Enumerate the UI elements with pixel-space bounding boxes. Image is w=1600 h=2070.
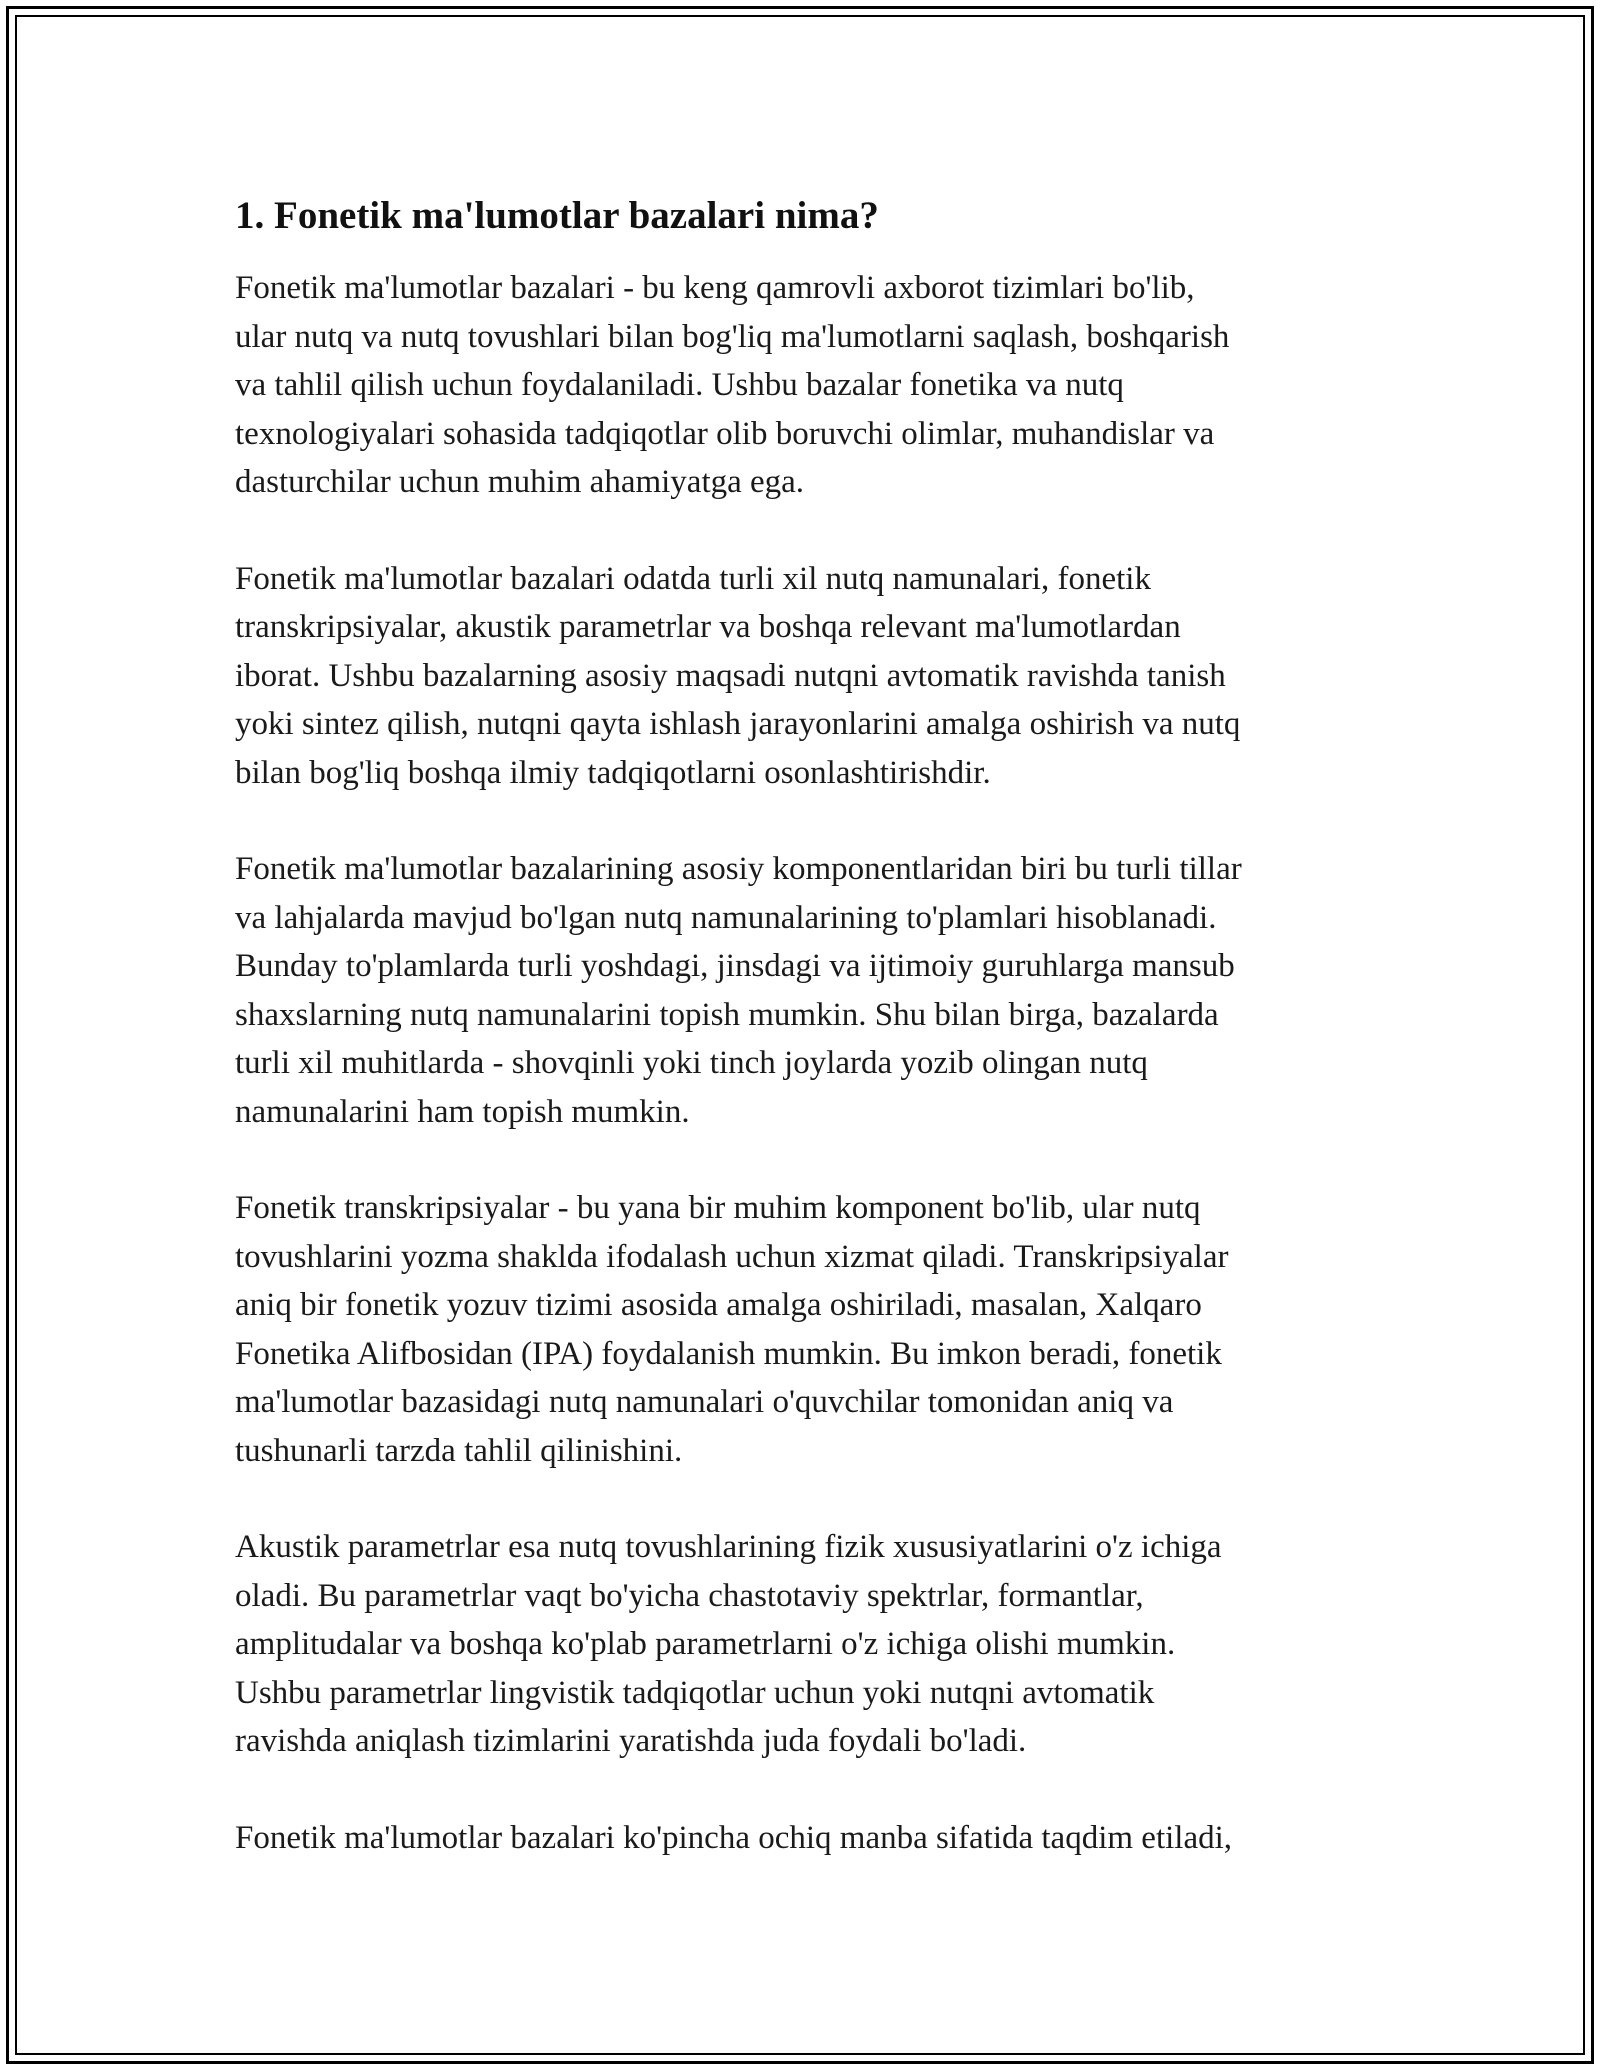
paragraph — [235, 264, 1370, 507]
paragraph-line: Fonetik transkripsiyalar - bu yana bir muhim komponent bo'lib, ular nutq — [235, 1190, 1201, 1226]
document-body — [235, 188, 1370, 1910]
paragraph-line: transkripsiyalar, akustik parametrlar va boshqa relevant ma'lumotlardan — [235, 609, 1181, 645]
paragraph-line: Ushbu parametrlar lingvistik tadqiqotlar uchun yoki nutqni avtomatik — [235, 1674, 1155, 1711]
paragraph-line: dasturchilar uchun muhim ahamiyatga ega. — [235, 464, 805, 500]
paragraph — [235, 1814, 1370, 1863]
paragraph-line: Fonetika Alifbosidan (IPA) foydalanish mumkin. Bu imkon beradi, fonetik — [235, 1335, 1222, 1372]
paragraph-line: bilan bog'liq boshqa ilmiy tadqiqotlarni osonlashtirishdir. — [235, 754, 991, 791]
paragraph-line: namunalarini ham topish mumkin. — [235, 1093, 690, 1130]
paragraph-list — [235, 264, 1370, 1862]
paragraph-line: oladi. Bu parametrlar vaqt bo'yicha chastotaviy spektrlar, formantlar, — [235, 1577, 1144, 1614]
paragraph-line: Bunday to'plamlarda turli yoshdagi, jinsdagi va ijtimoiy guruhlarga mansub — [235, 948, 1235, 984]
paragraph — [235, 1523, 1370, 1766]
paragraph-line: ular nutq va nutq tovushlari bilan bog'liq ma'lumotlarni saqlash, boshqarish — [235, 318, 1230, 355]
paragraph-line: shaxslarning nutq namunalarini topish mumkin. Shu bilan birga, bazalarda — [235, 996, 1219, 1033]
paragraph-line: tushunarli tarzda tahlil qilinishini. — [235, 1432, 683, 1469]
paragraph-line: turli xil muhitlarda - shovqinli yoki tinch joylarda yozib olingan nutq — [235, 1045, 1148, 1081]
paragraph-line: amplitudalar va boshqa ko'plab parametrlarni o'z ichiga olishi mumkin. — [235, 1626, 1176, 1662]
paragraph-line: aniq bir fonetik yozuv tizimi asosida amalga oshiriladi, masalan, Xalqaro — [235, 1287, 1202, 1323]
paragraph-line: texnologiyalari sohasida tadqiqotlar olib boruvchi olimlar, muhandislar va — [235, 415, 1215, 452]
paragraph-line: va tahlil qilish uchun foydalaniladi. Ushbu bazalar fonetika va nutq — [235, 367, 1124, 403]
paragraph-line: tovushlarini yozma shaklda ifodalash uchun xizmat qiladi. Transkripsiyalar — [235, 1238, 1229, 1275]
paragraph-line: Fonetik ma'lumotlar bazalarining asosiy komponentlaridan biri bu turli tillar — [235, 851, 1242, 887]
paragraph-line: ma'lumotlar bazasidagi nutq namunalari o'quvchilar tomonidan aniq va — [235, 1384, 1174, 1420]
paragraph-line: va lahjalarda mavjud bo'lgan nutq namunalarining to'plamlari hisoblanadi. — [235, 899, 1217, 936]
paragraph-line: ravishda aniqlash tizimlarini yaratishda juda foydali bo'ladi. — [235, 1723, 1027, 1759]
paragraph-line: Fonetik ma'lumotlar bazalari odatda turli xil nutq namunalari, fonetik — [235, 560, 1151, 597]
paragraph — [235, 1184, 1370, 1475]
paragraph-line: iborat. Ushbu bazalarning asosiy maqsadi nutqni avtomatik ravishda tanish — [235, 657, 1226, 694]
paragraph-line: Fonetik ma'lumotlar bazalari ko'pincha ochiq manba sifatida taqdim etiladi, — [235, 1819, 1233, 1856]
paragraph — [235, 845, 1370, 1136]
paragraph — [235, 555, 1370, 798]
section-heading: 1. Fonetik ma'lumotlar bazalari nima? — [235, 194, 879, 237]
paragraph-line: yoki sintez qilish, nutqni qayta ishlash jarayonlarini amalga oshirish va nutq — [235, 706, 1241, 742]
paragraph-line: Akustik parametrlar esa nutq tovushlarining fizik xususiyatlarini o'z ichiga — [235, 1529, 1222, 1565]
paragraph-line: Fonetik ma'lumotlar bazalari - bu keng qamrovli axborot tizimlari bo'lib, — [235, 270, 1195, 306]
